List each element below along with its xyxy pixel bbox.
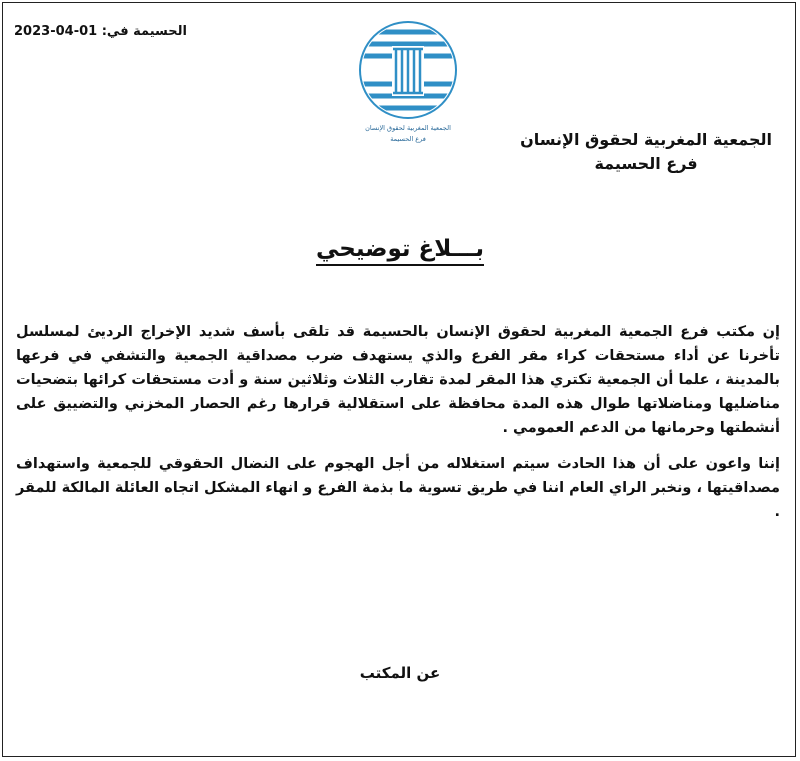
logo-caption-branch: فرع الحسيمة	[390, 135, 426, 143]
document-title	[0, 236, 800, 262]
document-body	[16, 320, 780, 536]
association-emblem-icon	[356, 18, 460, 122]
organization-name: الجمعية المغربية لحقوق الإنسان	[520, 130, 772, 149]
association-logo	[352, 18, 464, 166]
document-title-text: بـــلاغ توضيحي	[316, 236, 484, 266]
signature: عن المكتب	[359, 664, 441, 682]
organization-heading	[520, 128, 772, 176]
document-date: الحسيمة في: 01-04-2023	[14, 24, 187, 39]
paragraph-2: إننا واعون على أن هذا الحادث سيتم استغلاله من أجل الهجوم على النضال الحقوقي للجمعية واستهداف مصداقيتها ، ونخبر الراي العام اننا في طريق تسوية ما بذمة الفرع و انهاء المشكل اتجاه العائلة المالكة للمقر .	[16, 456, 780, 520]
logo-caption-name: الجمعية المغربية لحقوق الإنسان	[365, 124, 451, 132]
paragraph-1: إن مكتب فرع الجمعية المغربية لحقوق الإنسان بالحسيمة قد تلقى بأسف شديد الإخراج الرديئ لمسلسل تأخرنا عن أداء مستحقات كراء مقر الفرع والذي يستهدف ضرب مصداقية الجمعية والتشفي في فرعها بالمدينة ، علما أن الجمعية تكتري هذا المقر لمدة تقارب الثلاث وثلاثين سنة و أدت مستحقات كرائها بتضحيات مناضليها ومناضلاتها طوال هذه المدة محافظة على استقلالية قرارها رغم الحصار المخزني والتضييق على أنشطتها وحرمانها من الدعم العمومي .	[16, 324, 780, 436]
organization-branch: فرع الحسيمة	[594, 154, 698, 173]
